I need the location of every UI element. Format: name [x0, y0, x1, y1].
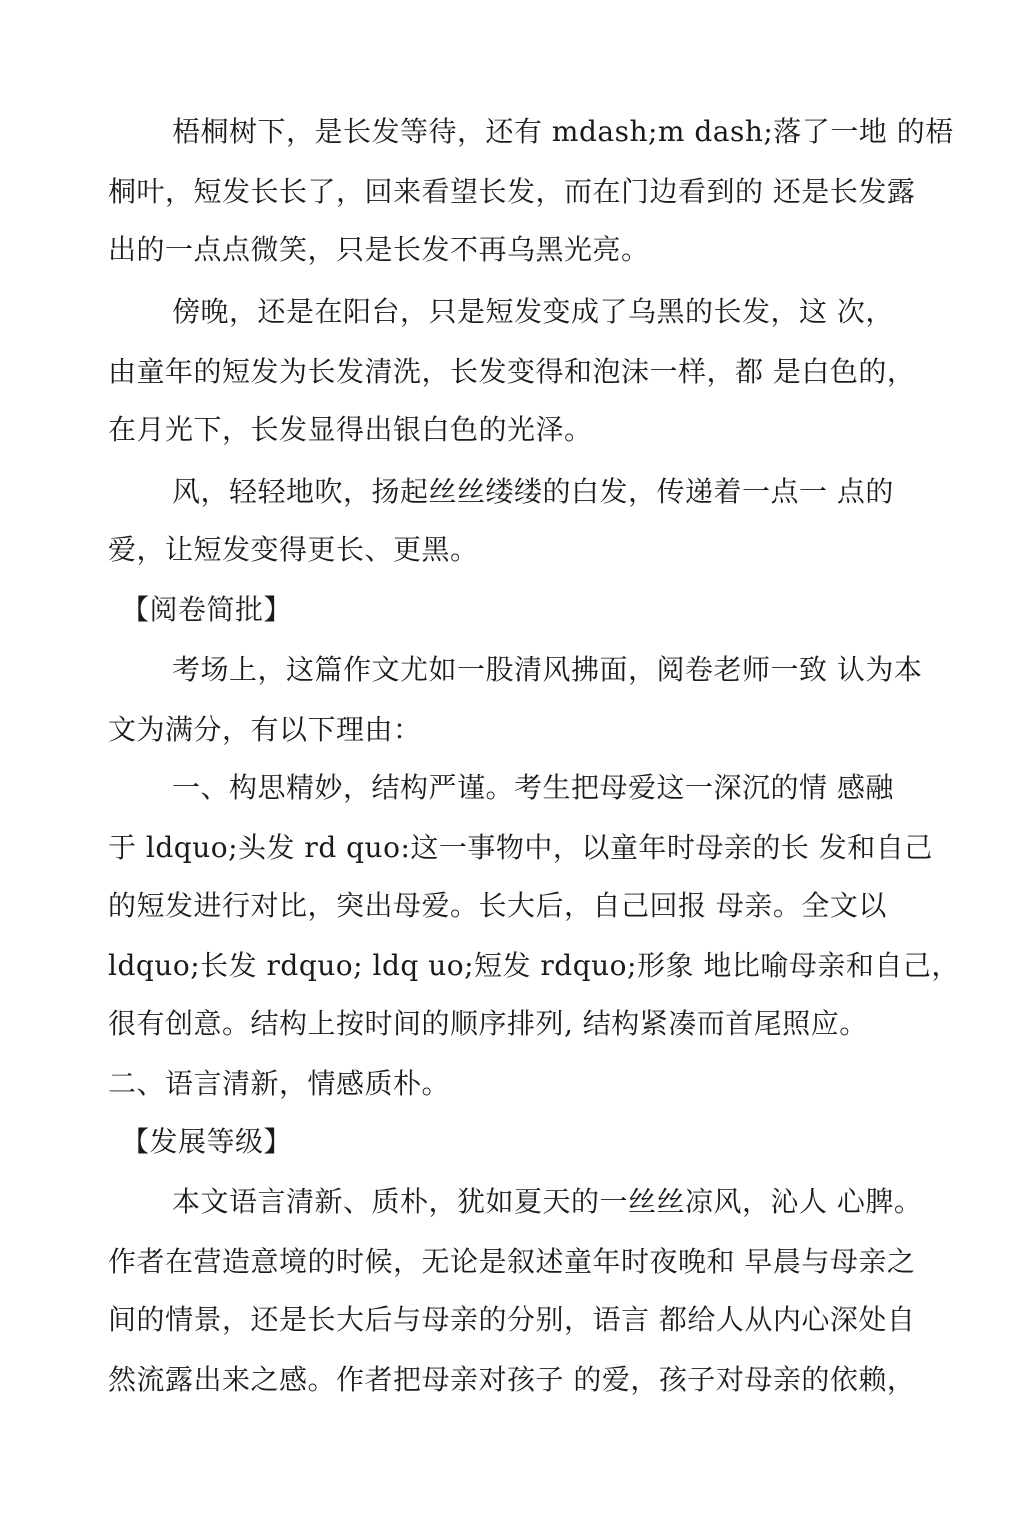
paragraph-line: 考场上，这篇作文尤如一股清风拂面，阅卷老师一致 认为本: [172, 653, 923, 686]
section-heading-review: 【阅卷简批】: [121, 593, 293, 626]
paragraph-line: 在月光下，长发显得出银白色的光泽。: [108, 413, 593, 446]
paragraph-line: 本文语言清新、质朴，犹如夏天的一丝丝凉风，沁人 心脾。: [172, 1185, 923, 1218]
paragraph-line: 由童年的短发为长发清洗，长发变得和泡沫一样，都 是白色的，: [108, 355, 916, 388]
paragraph-line: 二、语言清新，情感质朴。: [108, 1067, 451, 1100]
paragraph-line: 作者在营造意境的时候，无论是叙述童年时夜晚和 早晨与母亲之: [108, 1245, 916, 1278]
paragraph-line: 桐叶，短发长长了，回来看望长发，而在门边看到的 还是长发露: [108, 175, 916, 208]
paragraph-line: 间的情景，还是长大后与母亲的分别，语言 都给人从内心深处自: [108, 1303, 916, 1336]
paragraph-line: 很有创意。结构上按时间的顺序排列, 结构紧凑而首尾照应。: [108, 1007, 868, 1040]
paragraph-line: 于 ldquo;头发 rd quo:这一事物中，以童年时母亲的长 发和自己: [108, 831, 933, 864]
paragraph-line: 傍晚，还是在阳台，只是短发变成了乌黑的长发，这 次，: [172, 295, 894, 328]
paragraph-line: 爱，让短发变得更长、更黑。: [108, 533, 479, 566]
paragraph-line: 的短发进行对比，突出母爱。长大后，自己回报 母亲。全文以: [108, 889, 887, 922]
paragraph-line: 一、构思精妙，结构严谨。考生把母爱这一深沉的情 感融: [172, 771, 894, 804]
paragraph-line: 风，轻轻地吹，扬起丝丝缕缕的白发，传递着一点一 点的: [172, 475, 894, 508]
paragraph-line: 出的一点点微笑，只是长发不再乌黑光亮。: [108, 233, 650, 266]
section-heading-level: 【发展等级】: [121, 1125, 293, 1158]
paragraph-line: 梧桐树下，是长发等待，还有 mdash;m dash;落了一地 的梧: [172, 115, 954, 148]
paragraph-line: ldquo;长发 rdquo; ldq uo;短发 rdquo;形象 地比喻母亲和自己，: [108, 949, 960, 982]
paragraph-line: 文为满分，有以下理由：: [108, 713, 422, 746]
paragraph-line: 然流露出来之感。作者把母亲对孩子 的爱，孩子对母亲的依赖，: [108, 1363, 916, 1396]
